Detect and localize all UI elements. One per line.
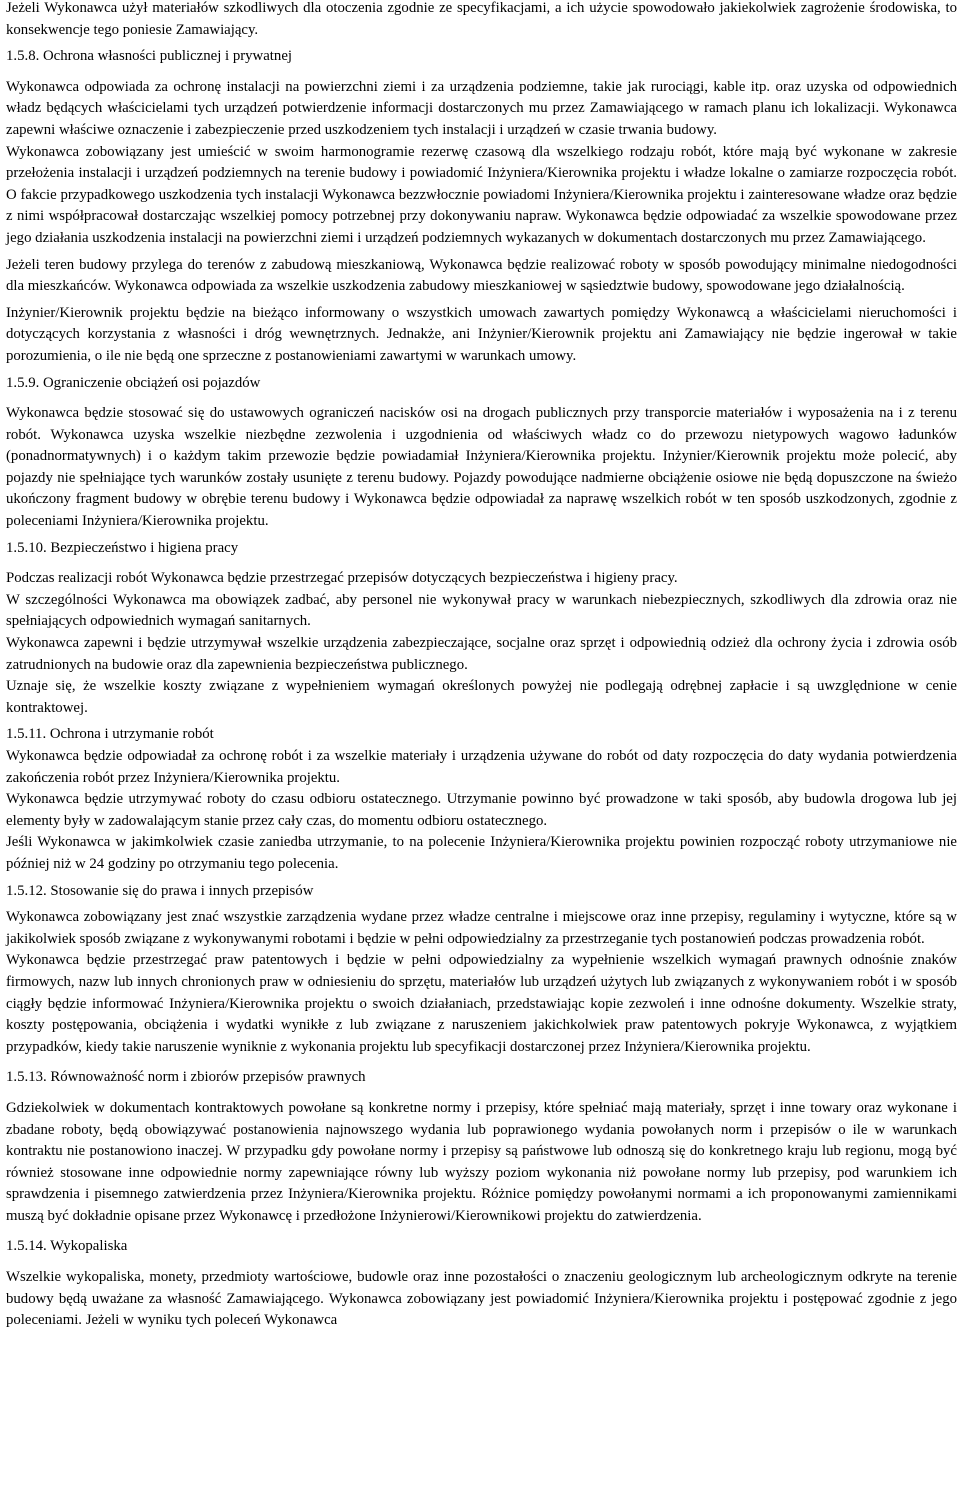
paragraph: Podczas realizacji robót Wykonawca będzie przestrzegać przepisów dotyczących bezpieczeństwa i higieny pracy. <box>6 570 678 587</box>
paragraph: Wykonawca zobowiązany jest znać wszystkie zarządzenia wydane przez władze centralne i miejscowe oraz inne przepisy, regulaminy i wytyczne, które są w jakikolwiek sposób związane z wykonywanymi robotami i będzie w pełni odpowiedzialny za przestrzeganie tych postanowień podczas prowadzenia robót. <box>6 909 957 947</box>
paragraph: Wykonawca będzie stosować się do ustawowych ograniczeń nacisków osi na drogach publicznych przy transporcie materiałów i wyposażenia na i z terenu robót. Wykonawca uzyska wszelkie niezbędne zezwolenia i uzgodnienia od właściwych władz co do przewozu nietypowych wagowo ładunków (ponadnormatywnych) i o każdym takim przewozie będzie powiadamiał Inżyniera/Kierownika projektu. Inżynier/Kierownik projektu może polecić, aby pojazdy nie spełniające tych warunków zostały usunięte z terenu budowy. Pojazdy powodujące nadmierne obciążenie osiowe nie będą dopuszczone na świeżo ukończony fragment budowy w obrębie terenu budowy i Wykonawca będzie odpowiadał za naprawę wszelkich robót w ten sposób uszkodzonych, zgodnie z poleceniami Inżyniera/Kierownika projektu. <box>6 405 957 530</box>
paragraph: Wykonawca zapewni i będzie utrzymywał wszelkie urządzenia zabezpieczające, socjalne oraz sprzęt i odpowiednią odzież dla ochrony życia i zdrowia osób zatrudnionych na budowie oraz dla zapewnienia bezpieczeństwa publicznego. <box>6 635 957 673</box>
paragraph: Wykonawca będzie odpowiadał za ochronę robót i za wszelkie materiały i urządzenia używane do robót od daty rozpoczęcia do daty wydania potwierdzenia zakończenia robót przez Inżyniera/Kierownika projektu. <box>6 748 957 786</box>
paragraph: W szczególności Wykonawca ma obowiązek zadbać, aby personel nie wykonywał pracy w warunkach niebezpiecznych, szkodliwych dla zdrowia oraz nie spełniających odpowiednich wymagań sanitarnych. <box>6 591 957 630</box>
document-page <box>6 0 957 1332</box>
section-heading-1-5-14: 1.5.14. Wykopaliska <box>6 1238 128 1255</box>
section-heading-1-5-12: 1.5.12. Stosowanie się do prawa i innych przepisów <box>6 882 314 899</box>
paragraph: Uznaje się, że wszelkie koszty związane z wypełnieniem wymagań określonych powyżej nie podlegają odrębnej zapłacie i są uwzględnione w cenie kontraktowej. <box>6 678 957 716</box>
paragraph: Jeżeli teren budowy przylega do terenów z zabudową mieszkaniową, Wykonawca będzie realizować roboty w sposób powodujący minimalne niedogodności dla mieszkańców. Wykonawca odpowiada za wszelkie uszkodzenia zabudowy mieszkaniowej w sąsiedztwie budowy, spowodowane jego działalnością. <box>6 256 957 295</box>
section-heading-1-5-13: 1.5.13. Równoważność norm i zbiorów przepisów prawnych <box>6 1069 366 1086</box>
section-heading-1-5-8: 1.5.8. Ochrona własności publicznej i prywatnej <box>6 48 292 65</box>
section-heading-1-5-10: 1.5.10. Bezpieczeństwo i higiena pracy <box>6 539 239 556</box>
paragraph: Jeśli Wykonawca w jakimkolwiek czasie zaniedba utrzymanie, to na polecenie Inżyniera/Kierownika projektu powinien rozpocząć roboty utrzymaniowe nie później niż w 24 godziny po otrzymaniu tego polecenia. <box>6 834 957 872</box>
paragraph: Wykonawca zobowiązany jest umieścić w swoim harmonogramie rezerwę czasową dla wszelkiego rodzaju robót, które mają być wykonane w zakresie przełożenia instalacji i urządzeń podziemnych na terenie budowy i powiadomić Inżyniera/Kierownika projektu i władze lokalne o zamiarze rozpoczęcia robót. O fakcie przypadkowego uszkodzenia tych instalacji Wykonawca bezzwłocznie powiadomi Inżyniera/Kierownika projektu i zainteresowane władze oraz będzie z nimi współpracował dostarczając wszelkiej pomocy potrzebnej przy dokonywaniu napraw. Wykonawca będzie odpowiadać za wszelkie spowodowane przez jego działania uszkodzenia instalacji na powierzchni ziemi i urządzeń podziemnych wykazanych w dokumentach dostarczonych mu przez Zamawiającego. <box>6 143 957 246</box>
paragraph: Wykonawca będzie utrzymywać roboty do czasu odbioru ostatecznego. Utrzymanie powinno być prowadzone w taki sposób, aby budowla drogowa lub jej elementy były w zadowalającym stanie przez cały czas, do momentu odbioru ostatecznego. <box>6 791 957 829</box>
paragraph: Wykonawca odpowiada za ochronę instalacji na powierzchni ziemi i za urządzenia podziemne, takie jak rurociągi, kable itp. oraz uzyska od odpowiednich władz będących właścicielami tych urządzeń potwierdzenie informacji dostarczonych mu przez Zamawiającego w ramach planu ich lokalizacji. Wykonawca zapewni właściwe oznaczenie i zabezpieczenie przed uszkodzeniem tych instalacji i urządzeń w czasie trwania budowy. <box>6 78 957 138</box>
paragraph: Wykonawca będzie przestrzegać praw patentowych i będzie w pełni odpowiedzialny za wypełnienie wszelkich wymagań prawnych odnośnie znaków firmowych, nazw lub innych chronionych praw w odniesieniu do sprzętu, materiałów lub urządzeń użytych lub związanych z wykonywaniem robót i w sposób ciągły będzie informować Inżyniera/Kierownika projektu o swoich działaniach, przedstawiając kopie zezwoleń i inne odnośne dokumenty. Wszelkie straty, koszty postępowania, obciążenia i wydatki wynikłe z lub związane z naruszeniem jakichkolwiek praw patentowych pokryje Wykonawca, z wyjątkiem przypadków, kiedy takie naruszenie wyniknie z wykonania projektu lub specyfikacji dostarczonej przez Inżyniera/Kierownika projektu. <box>6 952 957 1055</box>
section-heading-1-5-9: 1.5.9. Ograniczenie obciążeń osi pojazdów <box>6 374 261 391</box>
paragraph: Inżynier/Kierownik projektu będzie na bieżąco informowany o wszystkich umowach zawartych pomiędzy Wykonawcą a właścicielami nieruchomości i dotyczących korzystania z własności i dróg wewnętrznych. Jednakże, ani Inżynier/Kierownik projektu ani Zamawiający nie będzie ingerował w takie porozumienia, o ile nie będą one sprzeczne z postanowieniami zawartymi w warunkach umowy. <box>6 304 957 364</box>
paragraph: Gdziekolwiek w dokumentach kontraktowych powołane są konkretne normy i przepisy, które spełniać mają materiały, sprzęt i inne towary oraz wykonane i zbadane roboty, będą obowiązywać postanowienia najnowszego wydania lub poprawionego wydania powołanych norm i przepisów o ile w warunkach kontraktu nie postanowiono inaczej. W przypadku gdy powołane normy i przepisy są państwowe lub odnoszą się do konkretnego kraju lub regionu, mogą być również stosowane inne odpowiednie normy zapewniające równy lub wyższy poziom wykonania niż powołane normy lub przepisy, pod warunkiem ich sprawdzenia i pisemnego zatwierdzenia przez Inżyniera/Kierownika projektu. Różnice pomiędzy powołanymi normami a ich proponowanymi zamiennikami muszą być dokładnie opisane przez Wykonawcę i przedłożone Inżynierowi/Kierownikowi projektu do zatwierdzenia. <box>6 1099 957 1224</box>
paragraph: Wszelkie wykopaliska, monety, przedmioty wartościowe, budowle oraz inne pozostałości o znaczeniu geologicznym lub archeologicznym odkryte na terenie budowy będą uważane za własność Zamawiającego. Wykonawca zobowiązany jest powiadomić Inżyniera/Kierownika projektu i postępować zgodnie z jego poleceniami. Jeżeli w wyniku tych poleceń Wykonawca <box>6 1269 957 1329</box>
section-heading-1-5-11: 1.5.11. Ochrona i utrzymanie robót <box>6 726 214 743</box>
paragraph: Jeżeli Wykonawca użył materiałów szkodliwych dla otoczenia zgodnie ze specyfikacjami, a ich użycie spowodowało jakiekolwiek zagrożenie środowiska, to konsekwencje tego poniesie Zamawiający. <box>6 0 957 38</box>
